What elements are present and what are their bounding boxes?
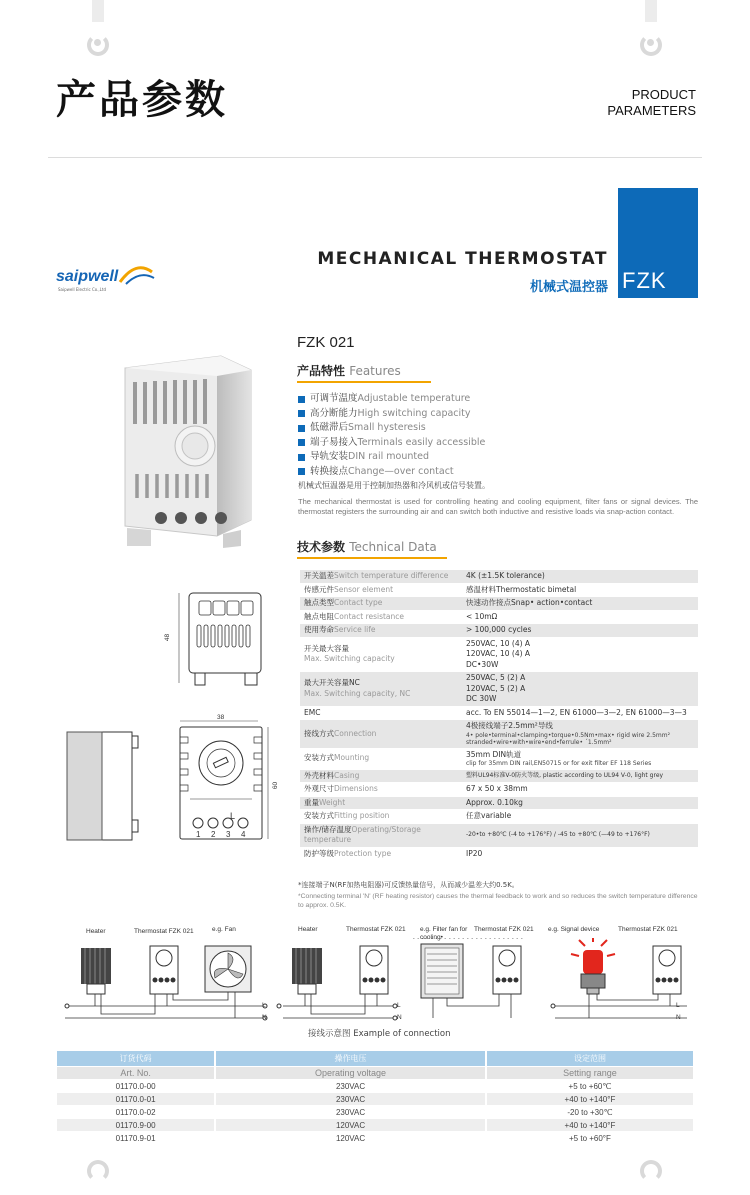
- note-en: *Connecting terminal 'N' (RF heating resistor) causes the thermal feedback to work and so reduces the switch temperature difference to approx. 0.5K.: [298, 893, 698, 909]
- table-row: 安装方式Mounting 35mm DIN轨道 clip for 35mm DIN rail,EN50715 or for exit filter EF 118 Series: [300, 748, 698, 769]
- model-number: FZK 021: [297, 334, 355, 351]
- table-row: 外壳材料Casing 塑料UL94标准V-0防火等级, plastic according to UL94 V-0, light grey: [300, 769, 698, 783]
- note-cn: *连接端子N(RF加热电阻器)可反馈热量信号，从而减少温差大约0.5K。: [298, 881, 519, 889]
- d1-heater-label: Heater: [86, 928, 106, 935]
- product-title-en: MECHANICAL THERMOSTAT: [317, 249, 608, 269]
- bullet-icon: [298, 410, 305, 417]
- table-row: EMC acc. To EN 55014—1—2, EN 61000—3—2, EN 61000—3—3: [300, 706, 698, 720]
- table-row: 01170.0-01 230VAC +40 to +140°F: [57, 1093, 693, 1105]
- table-row: 开关最大容量 Max. Switching capacity 250VAC, 10 (4) A 120VAC, 10 (4) A DC•30W: [300, 637, 698, 672]
- bullet-icon: [298, 439, 305, 446]
- series-badge: [618, 188, 698, 298]
- spec-table: [300, 570, 698, 861]
- d1-thermostat-label: Thermostat FZK 021: [134, 928, 194, 935]
- table-row: 接线方式Connection 4极接线端子2.5mm²导线 4• pole•terminal•clamping•torque•0.5Nm•max• rigid wire 2.5mm² stranded•wire•with•wire•end•ferrule• ´1.5mm²: [300, 720, 698, 749]
- dim-terminal-1: 1: [196, 830, 201, 839]
- brand-logo-text: saipwell: [56, 268, 119, 285]
- table-row: 使用寿命Service life > 100,000 cycles: [300, 624, 698, 638]
- connection-diagram: [55, 938, 695, 1023]
- table-row: 01170.9-01 120VAC +5 to +60°F: [115, 1133, 611, 1143]
- list-item: 可调节温度 Adjustable temperature: [298, 392, 485, 407]
- features-list: [298, 392, 485, 479]
- features-heading-en: Features: [349, 364, 401, 378]
- dim-width-label: 38: [217, 714, 225, 721]
- d3-thermostat-label: Thermostat FZK 021: [474, 926, 534, 933]
- table-row: 防护等级Protection type IP20: [300, 847, 698, 861]
- hook-bottom-left-icon: [87, 1160, 109, 1182]
- series-badge-label: FZK: [622, 268, 667, 293]
- d3-thermostat2-label: Thermostat FZK 021: [618, 926, 678, 933]
- d2-n-label: N: [397, 1014, 402, 1021]
- table-row: 重量Weight Approx. 0.10kg: [300, 796, 698, 810]
- d1-thermostat-icon: [150, 946, 178, 994]
- table-header-row: 订货代码 操作电压 设定范围: [57, 1051, 693, 1066]
- table-row: 操作/储存温度Operating/Storage temperature -20•to +80℃ (-4 to +176°F) / -45 to +80℃ (—49 to +176°F): [300, 823, 698, 847]
- page-title: 产品参数: [56, 77, 228, 123]
- bullet-icon: [298, 425, 305, 432]
- description-en: The mechanical thermostat is used for controlling heating and cooling equipment, filter fans or signal devices. The thermostat registers the surrounding air and can switch both inductive and resistive loads via snap-action contact.: [298, 497, 698, 516]
- bullet-icon: [298, 454, 305, 461]
- dim-terminal-4: 4: [241, 830, 246, 839]
- table-row: 最大开关容量NC Max. Switching capacity, NC 250VAC, 5 (2) A 120VAC, 5 (2) A DC 30W: [300, 672, 698, 707]
- features-heading-cn: 产品特性: [297, 364, 346, 378]
- features-heading: [297, 362, 401, 379]
- d1-n-label: N: [262, 1014, 267, 1021]
- hook-bottom-right-icon: [640, 1160, 662, 1182]
- d2-thermostat-label: Thermostat FZK 021: [346, 926, 406, 933]
- features-underline: [297, 381, 431, 383]
- table-row: 01170.9-00 120VAC +40 to +140°F: [57, 1119, 693, 1131]
- tech-heading-en: Technical Data: [349, 540, 437, 554]
- dim-terminal-letter: L: [230, 811, 236, 821]
- list-item: 转换接点 Change—over contact: [298, 465, 485, 480]
- rail-top-right: [645, 0, 657, 22]
- d3-device-label: e.g. Signal device: [548, 926, 600, 933]
- dial-dimension-drawing: [168, 715, 278, 855]
- list-item: 低磁滞后 Small hysteresis: [298, 421, 485, 436]
- product-photo: [105, 350, 260, 550]
- description-cn: 机械式恒温器是用于控制加热器和冷风机或信号装置。: [298, 481, 490, 490]
- page-title-en-line2: PARAMETERS: [607, 103, 696, 118]
- brand-logo: [56, 266, 166, 296]
- brand-logo-tagline: Saipwell Electric Co.,Ltd: [58, 287, 107, 292]
- tech-underline: [297, 557, 447, 559]
- page-title-en-line1: PRODUCT: [631, 87, 696, 102]
- dim-depth-label: 60: [272, 781, 280, 790]
- tech-heading-cn: 技术参数: [297, 540, 346, 554]
- header-divider: [48, 157, 702, 158]
- dim-terminal-2: 2: [211, 830, 216, 839]
- list-item: 端子易接入 Terminals easily accessible: [298, 436, 485, 451]
- table-row: 安装方式Fitting position 任意variable: [300, 810, 698, 824]
- hook-dot-right-icon: [647, 39, 654, 46]
- d2-device-label: e.g. Filter fan for cooling•: [420, 926, 468, 941]
- d3-thermostat-icon: [653, 946, 681, 994]
- table-row: 开关温差Switch temperature difference 4K (±1.5K tolerance): [300, 570, 698, 583]
- side-dimension-drawing: [62, 730, 152, 845]
- d3-signal-device-icon: [571, 938, 615, 994]
- order-table: [55, 1050, 695, 1145]
- d2-heater-icon: [292, 948, 322, 994]
- list-item: 高分断能力 High switching capacity: [298, 407, 485, 422]
- list-item: 导轨安装 DIN rail mounted: [298, 450, 485, 465]
- bullet-icon: [298, 468, 305, 475]
- table-row: 传感元件Sensor element 感温材料Thermostatic bimetal: [300, 583, 698, 597]
- d2-thermostat2-icon: [493, 946, 521, 994]
- table-row: 触点类型Contact type 快速动作接点Snap• action•contact: [300, 597, 698, 611]
- d1-fan-icon: [205, 946, 251, 992]
- table-subheader-row: Art. No. Operating voltage Setting range: [57, 1067, 693, 1079]
- front-dimension-drawing: [165, 585, 275, 695]
- d2-filter-fan-icon: [421, 944, 463, 998]
- table-row: 外观尺寸Dimensions 67 x 50 x 38mm: [300, 783, 698, 797]
- bullet-icon: [298, 396, 305, 403]
- table-row: 触点电阻Contact resistance < 10mΩ: [300, 610, 698, 624]
- tech-heading: [297, 538, 437, 555]
- dim-height-label: 48: [164, 633, 172, 642]
- table-row: 01170.0-02 230VAC -20 to +30℃: [115, 1107, 613, 1117]
- d3-l-label: L: [676, 1002, 680, 1009]
- hook-dot-left-icon: [94, 39, 101, 46]
- connection-caption: 接线示意图 Example of connection: [308, 1029, 451, 1039]
- dim-terminal-3: 3: [226, 830, 231, 839]
- d2-thermostat-icon: [360, 946, 388, 994]
- d3-n-label: N: [676, 1014, 681, 1021]
- page-title-en: [607, 87, 696, 119]
- logo-swoosh-icon: [118, 262, 158, 288]
- d2-l-label: L: [397, 1002, 401, 1009]
- table-row: 01170.0-00 230VAC +5 to +60℃: [115, 1081, 612, 1091]
- d1-heater-icon: [81, 948, 111, 994]
- product-title-cn: 机械式温控器: [529, 280, 608, 295]
- d1-device-label: e.g. Fan: [212, 926, 236, 933]
- d1-l-label: L: [262, 1002, 266, 1009]
- rail-top-left: [92, 0, 104, 22]
- d2-heater-label: Heater: [298, 926, 318, 933]
